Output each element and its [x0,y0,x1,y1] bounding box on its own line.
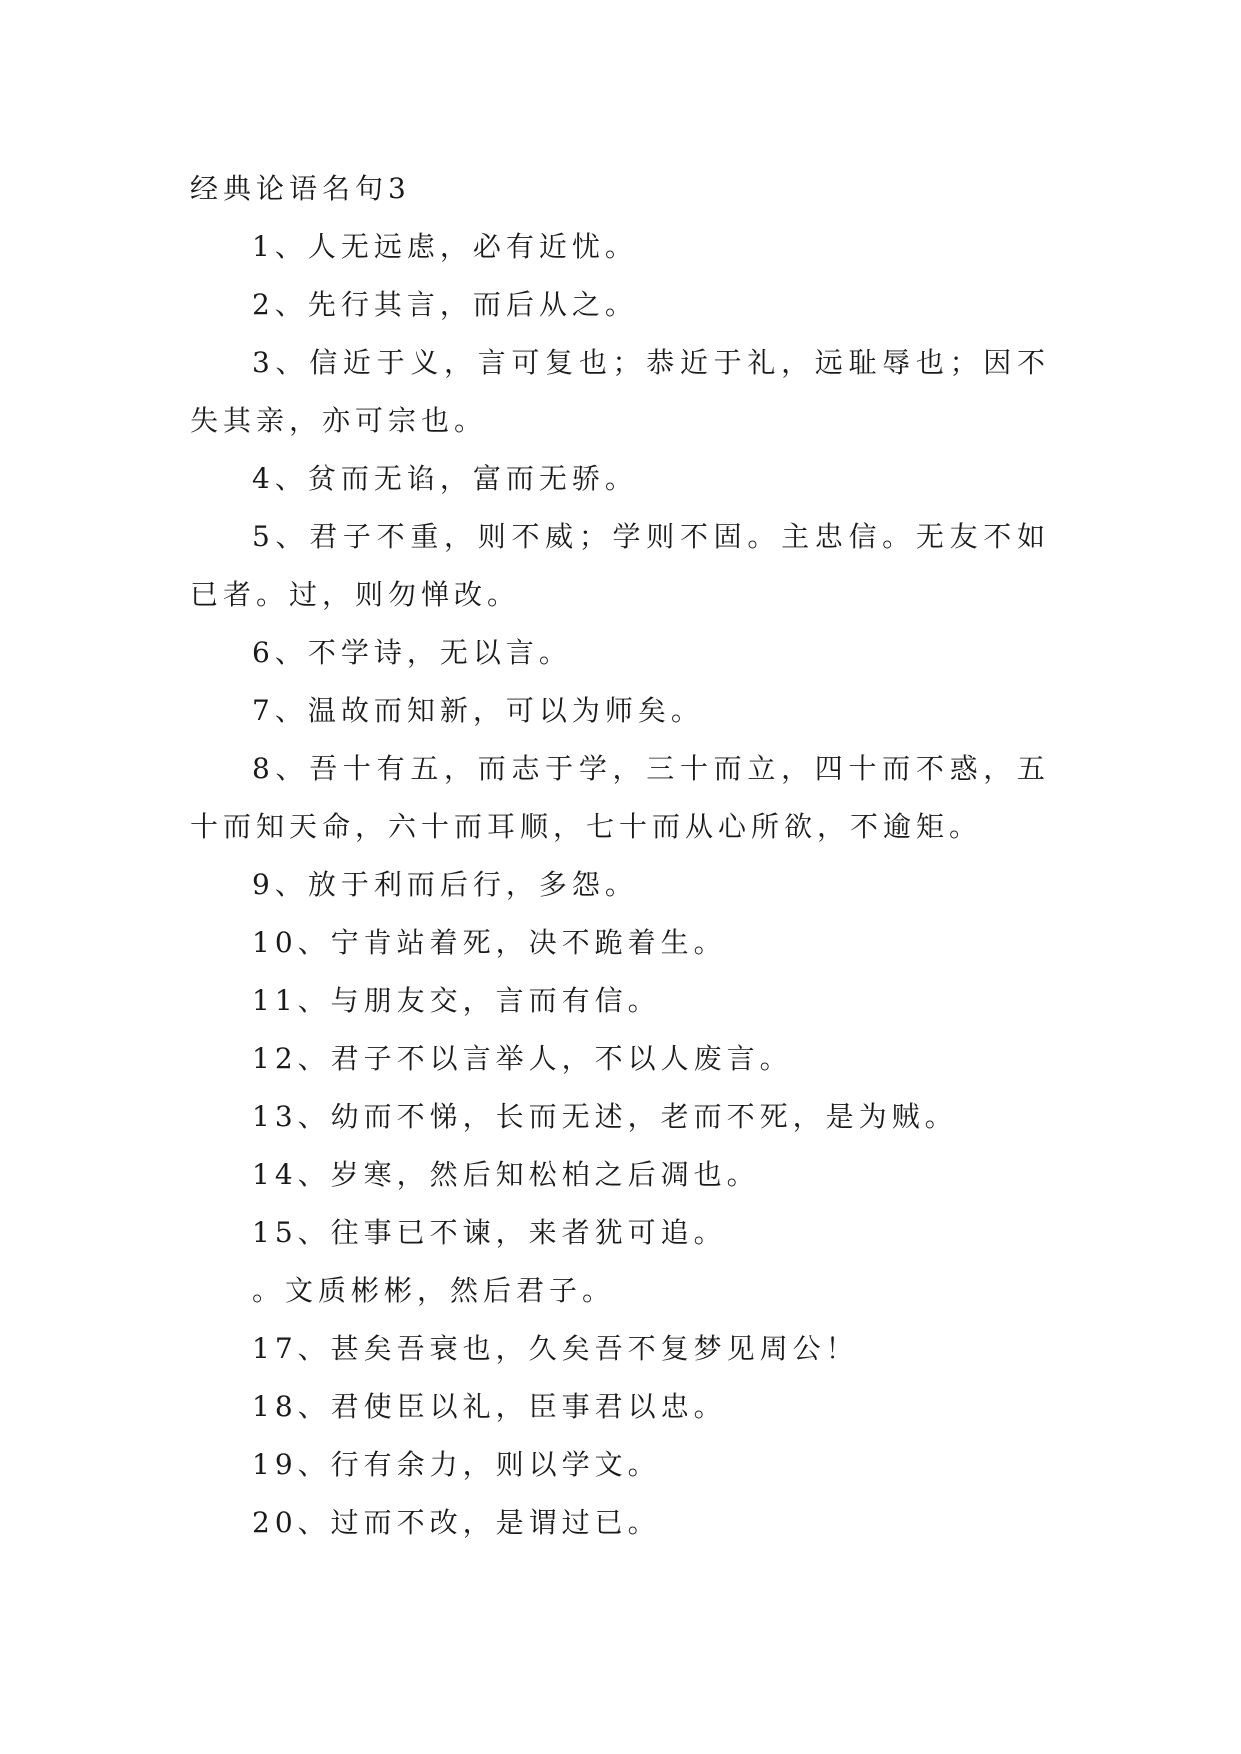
quote-paragraph: 10、宁肯站着死，决不跪着生。 [252,926,727,959]
quote-paragraph: 8、吾十有五，而志于学，三十而立，四十而不惑，五十而知天命，六十而耳顺，七十而从心所欲，不逾矩。 [190,752,1050,843]
document-title: 经典论语名句3 [190,172,411,205]
quote-paragraph: 4、贫而无谄，富而无骄。 [252,462,638,495]
quote-paragraph: 6、不学诗，无以言。 [252,636,572,669]
quote-paragraph: 3、信近于义，言可复也；恭近于礼，远耻辱也；因不失其亲，亦可宗也。 [190,346,1050,437]
quote-paragraph: 9、放于利而后行，多怨。 [252,868,638,901]
quote-paragraph: 18、君使臣以礼，臣事君以忠。 [252,1390,727,1423]
quote-paragraph: 17、甚矣吾衰也，久矣吾不复梦见周公！ [252,1332,859,1365]
quote-paragraph: 15、往事已不谏，来者犹可追。 [252,1216,727,1249]
quote-paragraph: 19、行有余力，则以学文。 [252,1448,661,1481]
quote-paragraph: 20、过而不改，是谓过已。 [252,1506,661,1539]
document-body [190,160,1050,1552]
quote-paragraph: 2、先行其言，而后从之。 [252,288,638,321]
quote-paragraph: 7、温故而知新，可以为师矣。 [252,694,704,727]
quote-paragraph: 12、君子不以言举人，不以人废言。 [252,1042,793,1075]
quote-paragraph: 5、君子不重，则不威；学则不固。主忠信。无友不如已者。过，则勿惮改。 [190,520,1050,611]
quote-paragraph: 1、人无远虑，必有近忧。 [252,230,638,263]
quote-paragraph: 。文质彬彬，然后君子。 [252,1274,616,1307]
quote-paragraph: 11、与朋友交，言而有信。 [252,984,661,1017]
quote-paragraph: 14、岁寒，然后知松柏之后凋也。 [252,1158,760,1191]
quote-paragraph: 13、幼而不悌，长而无述，老而不死，是为贼。 [252,1100,958,1133]
